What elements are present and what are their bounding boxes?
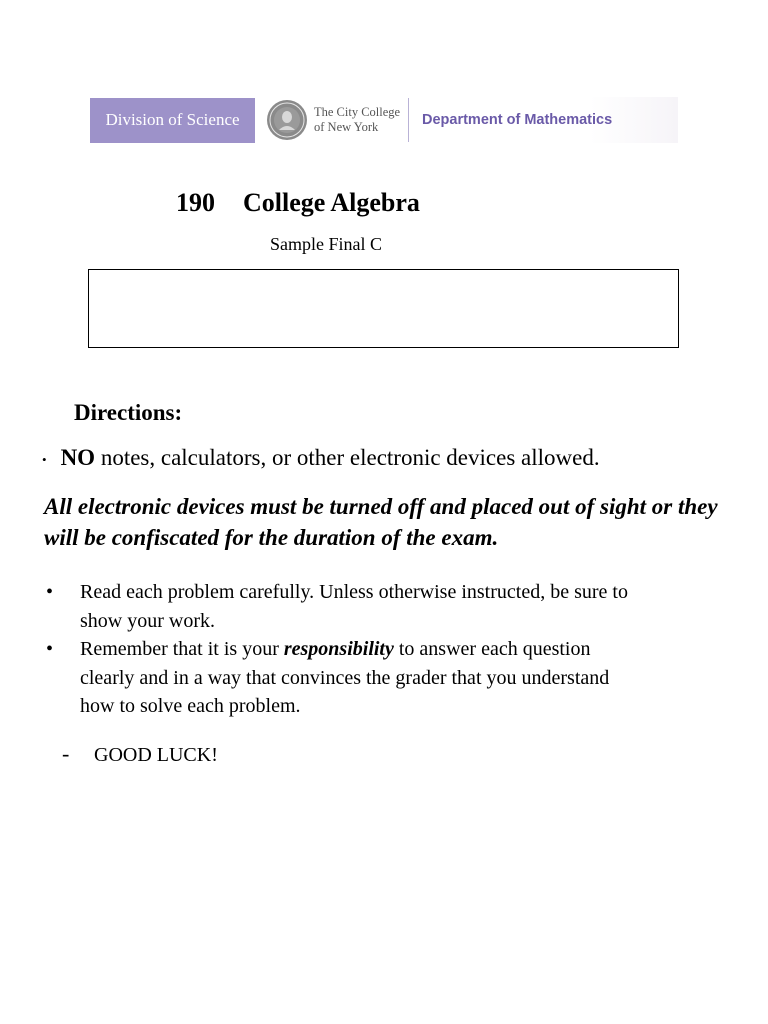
college-name-line2: of New York [314,120,379,134]
dash-icon: - [62,741,70,766]
rule-bold: NO [60,445,96,470]
instruction-text [80,635,646,721]
instructions-list [46,578,646,721]
devices-warning: All electronic devices must be turned off and placed out of sight or they will be confiscated for the duration of the exam. [44,494,718,550]
student-info-box [88,269,679,348]
division-label: Division of Science [90,98,255,143]
course-title [176,188,420,218]
bullet-icon: • [46,581,54,603]
instruction-text-before: Remember that it is your [80,638,284,660]
course-number: 190 [176,188,215,217]
good-luck-text: GOOD LUCK! [94,744,218,766]
banner-divider [408,98,409,142]
college-name-line1: The City College [314,105,401,119]
no-devices-rule [42,445,600,471]
instruction-emphasis: responsibility [283,638,394,660]
course-name: College Algebra [243,188,420,217]
college-seal-icon [266,99,308,141]
college-name [314,105,406,135]
header-banner [90,97,678,143]
department-label: Department of Mathematics [422,112,613,128]
bullet-icon: • [42,451,47,467]
instruction-text: Read each problem carefully. Unless otherwise instructed, be sure to show your work. [80,581,628,632]
rule-text: notes, calculators, or other electronic devices allowed. [95,445,600,470]
closing-line [62,741,218,767]
list-item [46,635,646,721]
bullet-icon: • [46,638,54,660]
instruction-text-after: to answer each question clearly and in a way that convinces the grader that you understand how to solve each problem. [80,638,610,717]
list-item [46,578,646,635]
exam-subtitle: Sample Final C [270,234,382,254]
directions-heading: Directions: [74,400,183,425]
